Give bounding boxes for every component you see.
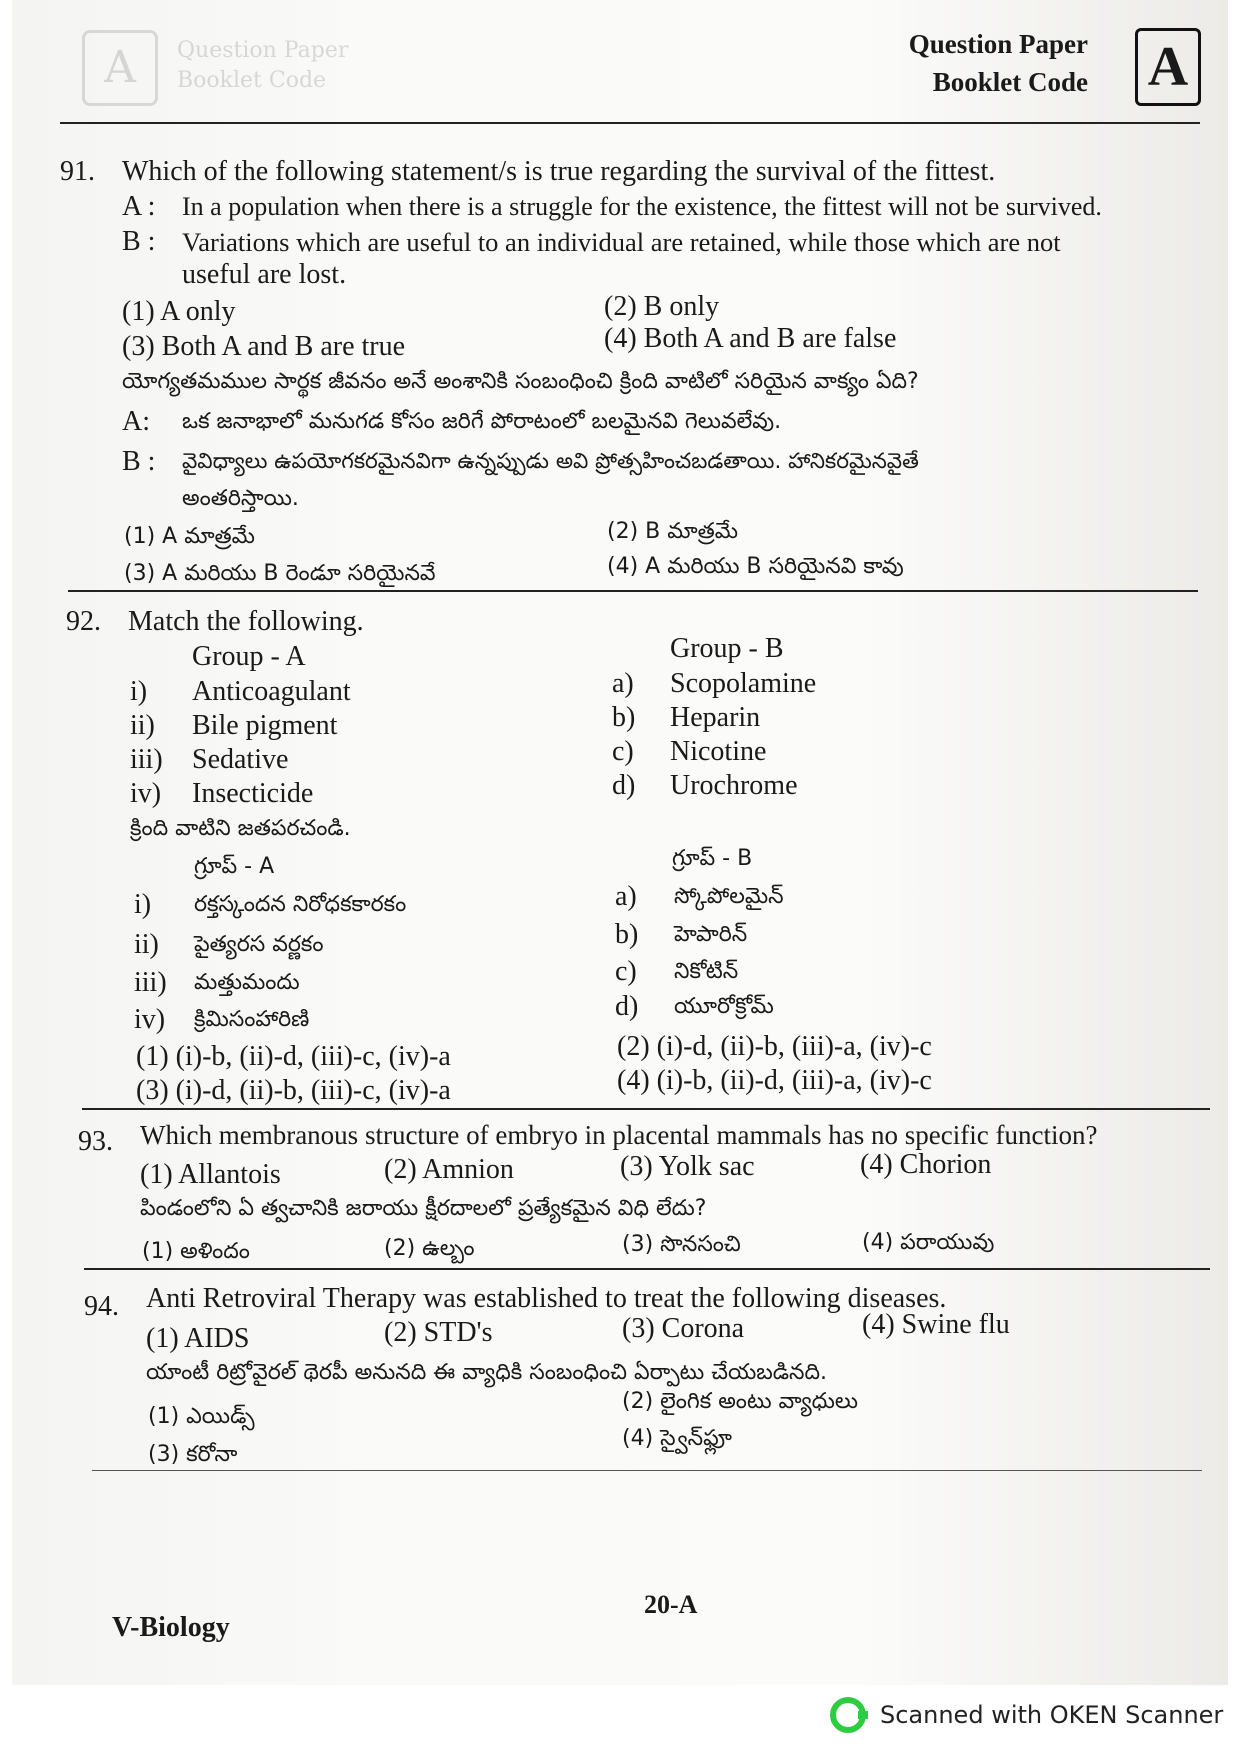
option-4: (4) Both A and B are false [604, 323, 897, 354]
telugu-group-b-heading: గ్రూప్ - B [672, 846, 753, 871]
telugu-group-b-item: యూరోక్రోమ్ [674, 994, 774, 1019]
telugu-b-text-1: వైవిధ్యాలు ఉపయోగకరమైనవిగా ఉన్నప్పుడు అవి ప్రోత్సహించబడతాయి. హానికరమైనవైతే [182, 449, 919, 474]
telugu-group-b-item: స్కోపోలమైన్ [674, 884, 784, 909]
group-a-item: Insecticide [192, 778, 314, 809]
telugu-a-text: ఒక జనాభాలో మనుగడ కోసం జరిగే పోరాటంలో బలమైనవి గెలువలేవు. [182, 409, 782, 434]
option-4: (4) (i)-b, (ii)-d, (iii)-a, (iv)-c [617, 1065, 932, 1096]
telugu-group-b-letter: d) [615, 991, 639, 1022]
question-number: 93. [78, 1126, 113, 1157]
question-stem: Which of the following statement/s is true regarding the survival of the fittest. [122, 156, 996, 187]
group-b-heading: Group - B [670, 633, 784, 664]
telugu-option-1: (1) A మాత్రమే [124, 524, 255, 549]
telugu-option-1: (1) అళిందం [142, 1239, 250, 1264]
option-3: (3) (i)-d, (ii)-b, (iii)-c, (iv)-a [136, 1075, 451, 1106]
telugu-option-4: (4) A మరియు B సరియైనవి కావు [607, 554, 904, 579]
telugu-group-a-item: రక్తస్కందన నిరోధకకారకం [194, 892, 407, 917]
telugu-group-b-letter: c) [615, 956, 637, 987]
booklet-code-header [909, 25, 1088, 101]
group-a-num: i) [130, 676, 148, 707]
statement-b-text-2: useful are lost. [182, 259, 347, 290]
group-b-letter: a) [612, 668, 634, 699]
watermark-text: Scanned with OKEN Scanner [880, 1701, 1224, 1729]
telugu-option-1: (1) ఎయిడ్స్ [148, 1404, 255, 1429]
option-2: (2) (i)-d, (ii)-b, (iii)-a, (iv)-c [617, 1031, 932, 1062]
ghost-code-box: A [82, 30, 158, 106]
group-a-num: ii) [130, 710, 155, 741]
paper-page [12, 0, 1228, 1685]
telugu-stem: యాంటీ రిట్రోవైరల్ థెరపీ అనునది ఈ వ్యాధికి సంబంధించి ఏర్పాటు చేయబడినది. [146, 1360, 828, 1385]
header-line1: Question Paper [908, 29, 1088, 59]
telugu-a-label: A: [122, 406, 150, 437]
telugu-group-b-letter: b) [615, 919, 639, 950]
header-divider [60, 122, 1200, 124]
oken-logo-icon [830, 1697, 866, 1733]
question-number: 92. [66, 606, 101, 637]
option-3: (3) Corona [622, 1313, 745, 1344]
group-a-item: Bile pigment [192, 710, 338, 741]
footer-divider [92, 1470, 1202, 1471]
telugu-group-b-letter: a) [615, 881, 637, 912]
telugu-stem: క్రింది వాటిని జతపరచండి. [130, 816, 351, 841]
telugu-group-a-num: ii) [134, 929, 159, 960]
divider-91-92 [68, 590, 1198, 592]
question-stem: Match the following. [128, 606, 364, 637]
header-line2: Booklet Code [932, 67, 1088, 97]
telugu-option-4: (4) స్వైన్‌ఫ్లూ [622, 1426, 732, 1451]
group-b-item: Scopolamine [670, 668, 817, 699]
question-number: 91. [60, 156, 95, 187]
group-a-heading: Group - A [192, 641, 306, 672]
option-1: (1) A only [122, 296, 236, 327]
telugu-group-a-num: i) [134, 889, 152, 920]
divider-92-93 [82, 1108, 1210, 1110]
option-1: (1) (i)-b, (ii)-d, (iii)-c, (iv)-a [136, 1041, 451, 1072]
telugu-option-3: (3) A మరియు B రెండూ సరియైనవే [124, 561, 436, 586]
statement-a-text: In a population when there is a struggle for the existence, the fittest will not be survived. [182, 192, 1102, 221]
group-b-item: Urochrome [670, 770, 798, 801]
telugu-group-a-heading: గ్రూప్ - A [194, 854, 275, 879]
telugu-option-2: (2) ఉల్బం [384, 1236, 475, 1261]
statement-b-text-1: Variations which are useful to an individual are retained, while those which are not [182, 227, 1061, 257]
option-2: (2) B only [604, 291, 720, 322]
option-3: (3) Yolk sac [620, 1151, 755, 1182]
group-b-letter: c) [612, 736, 634, 767]
telugu-b-text-2: అంతరిస్తాయి. [182, 486, 299, 511]
group-a-item: Anticoagulant [192, 676, 351, 707]
option-1: (1) Allantois [140, 1159, 281, 1190]
telugu-group-b-item: నికోటిన్ [674, 959, 739, 984]
telugu-group-a-item: మత్తుమందు [194, 970, 300, 995]
option-2: (2) STD's [384, 1317, 493, 1348]
telugu-group-b-item: హెపారిన్ [674, 922, 748, 947]
option-1: (1) AIDS [146, 1323, 250, 1354]
question-stem: Anti Retroviral Therapy was established to treat the following diseases. [146, 1283, 947, 1314]
group-b-letter: d) [612, 770, 636, 801]
group-b-item: Heparin [670, 702, 761, 733]
ghost-line2: Booklet Code [177, 68, 327, 93]
question-stem: Which membranous structure of embryo in placental mammals has no specific function? [140, 1120, 1098, 1150]
group-a-num: iii) [130, 744, 163, 775]
telugu-stem: యోగ్యతమముల సార్థక జీవనం అనే అంశానికి సంబంధించి క్రింది వాటిలో సరియైన వాక్యం ఏది? [122, 369, 919, 394]
telugu-option-2: (2) B మాత్రమే [607, 519, 738, 544]
statement-b-label: B : [122, 226, 156, 257]
page-number: 20-A [644, 1590, 698, 1619]
scanner-watermark [830, 1690, 1223, 1740]
question-number: 94. [84, 1291, 119, 1322]
option-4: (4) Chorion [860, 1149, 992, 1180]
telugu-option-4: (4) పరాయువు [862, 1230, 995, 1255]
option-3: (3) Both A and B are true [122, 331, 406, 362]
statement-a-label: A : [122, 191, 156, 222]
bleed-through-header [82, 30, 382, 105]
option-4: (4) Swine flu [862, 1309, 1010, 1340]
option-2: (2) Amnion [384, 1154, 514, 1185]
subject-label: V-Biology [112, 1612, 230, 1643]
telugu-option-3: (3) కరోనా [148, 1442, 238, 1467]
telugu-group-a-num: iv) [134, 1004, 166, 1035]
group-b-letter: b) [612, 702, 636, 733]
divider-93-94 [84, 1268, 1210, 1270]
group-a-item: Sedative [192, 744, 289, 775]
booklet-code-box: A [1135, 28, 1201, 106]
telugu-group-a-num: iii) [134, 967, 167, 998]
telugu-b-label: B : [122, 446, 156, 477]
telugu-stem: పిండంలోని ఏ త్వచానికి జరాయు క్షీరదాలలో ప్రత్యేకమైన విధి లేదు? [140, 1196, 707, 1221]
telugu-option-3: (3) సొనసంచి [622, 1232, 741, 1257]
telugu-group-a-item: క్రిమిసంహారిణి [194, 1007, 310, 1032]
ghost-line1: Question Paper [177, 38, 349, 63]
telugu-group-a-item: పైత్యరస వర్ణకం [194, 932, 324, 957]
telugu-option-2: (2) లైంగిక అంటు వ్యాధులు [622, 1389, 859, 1414]
group-a-num: iv) [130, 778, 162, 809]
group-b-item: Nicotine [670, 736, 767, 767]
